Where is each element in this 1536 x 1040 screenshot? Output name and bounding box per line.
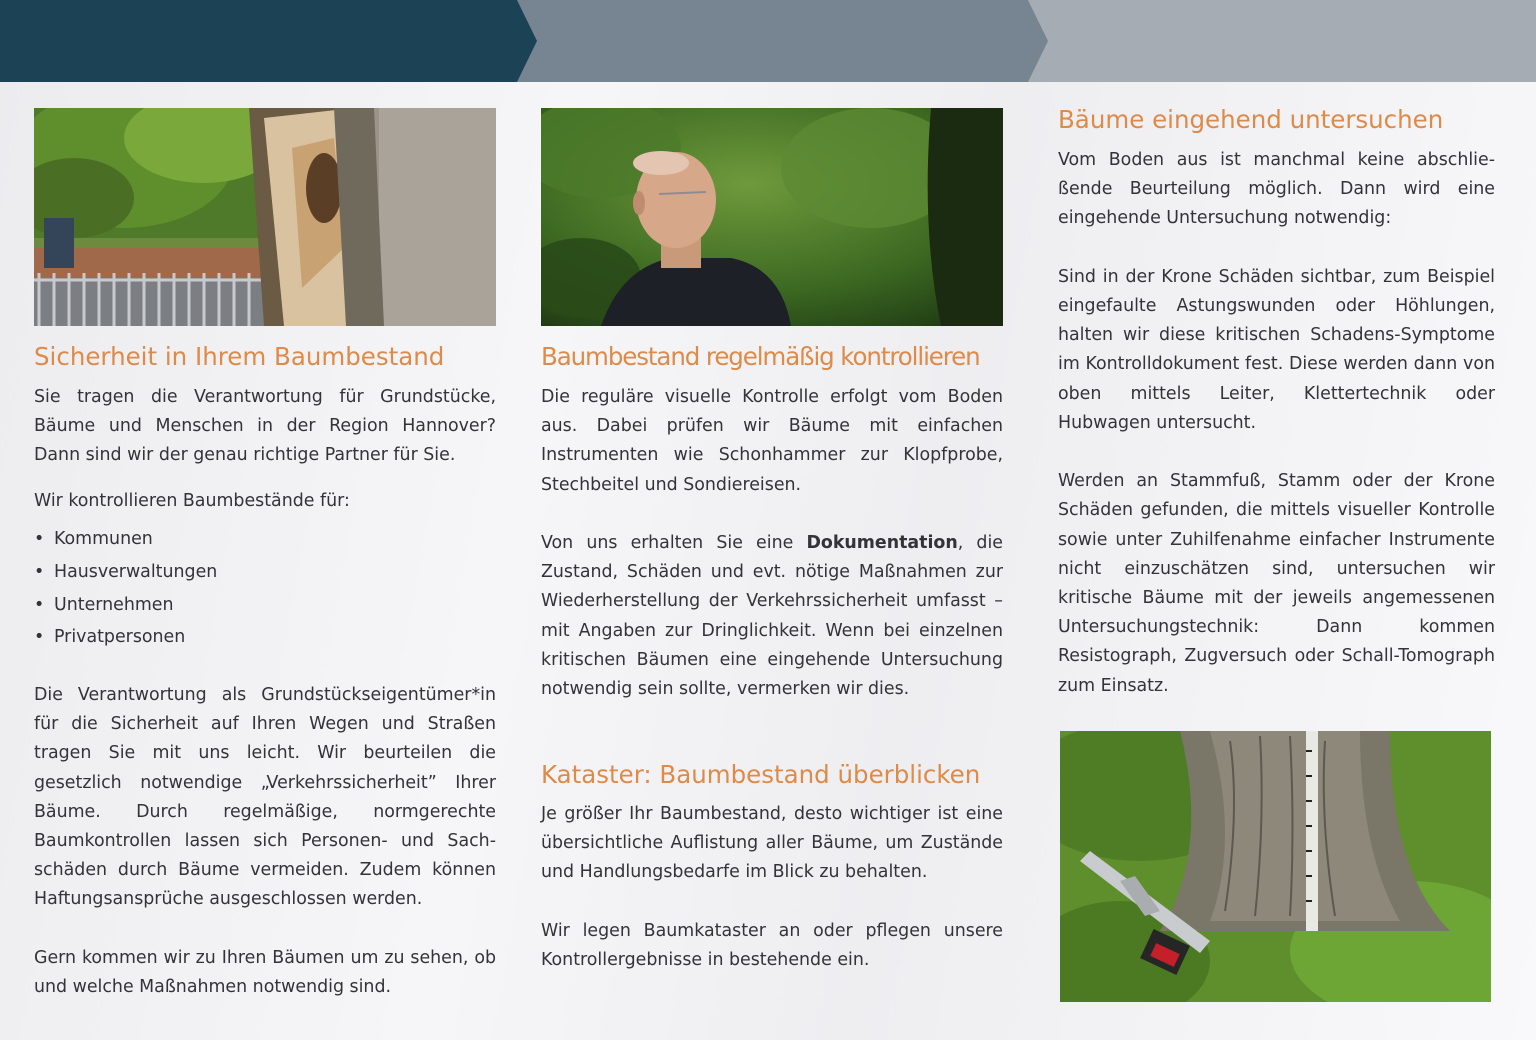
col2-cadastre-body (541, 800, 1003, 975)
header-segment-mid (500, 0, 1048, 82)
responsibility-paragraph: Die Verantwortung als Grundstückseigentümer*in für die Sicherheit auf Ihren Wegen und Straßen tragen Sie mit uns leicht. Wir beurteilen die gesetzlich notwendige „Verkehrssicherheit” Ihrer Bäume. Durch regelmäßige, normgerechte Baumkontrollen lassen sich Personen- und Sachschäden durch Bäume vermeiden. Zudem können Haftungsansprüche ausgeschlossen werden. (34, 685, 496, 910)
arborist-looking-up-photo (541, 108, 1003, 326)
section-heading-control: Baumbestand regelmäßig kontrollieren (541, 342, 980, 371)
cadastre-offer-paragraph: Wir legen Baumkataster an oder pflegen unsere Kontrollergebnisse in bestehende ein. (541, 920, 1003, 970)
visual-control-paragraph: Die reguläre visuelle Kontrolle erfolgt vom Boden aus. Dabei prüfen wir Bäume mit einfachen Instrumenten wie Schonhammer zur Klopfprobe, Stechbeitel und Sondiereisen. (541, 387, 1003, 495)
inspection-intro-paragraph: Vom Boden aus ist manchmal keine abschließende Beurteilung möglich. Dann wird eine eingehende Untersuchung notwendig: (1058, 150, 1495, 229)
visit-paragraph: Gern kommen wir zu Ihren Bäumen um zu sehen, ob und welche Maßnahmen notwendig sind. (34, 947, 496, 998)
col1-text-block (34, 383, 496, 471)
list-item: • Privatpersonen (34, 621, 496, 654)
documentation-bold: Dokumentation (806, 533, 958, 553)
header-segment-dark (0, 0, 537, 82)
list-item: • Kommunen (34, 523, 496, 556)
col3-body (1058, 146, 1495, 701)
col1-intro-paragraph: Sie tragen die Verantwortung für Grundstücke, Bäume und Menschen in der Region Hannover? Dann sind wir der genau richtige Partner für Sie. (34, 387, 496, 466)
tree-base-resistograph-photo (1060, 731, 1491, 1002)
header-chevron-bar (0, 0, 1536, 82)
documentation-paragraph: Von uns erhalten Sie eine Dokumentation, die Zustand, Schäden und evt. nötige Maßnahmen zur Wiederherstellung der Verkehrssicherheit umfasst – mit Angaben zur Dringlichkeit. Wenn bei einzelnen kritischen Bäumen eine eingehende Untersuchung notwendig sein sollte, vermerken wir dies. (541, 533, 1003, 700)
advanced-methods-paragraph: Werden an Stammfuß, Stamm oder der Krone Schäden gefunden, die mittels visueller Kontrolle sowie unter Zuhilfenahme einfacher Instrumente nicht einzuschätzen sind, untersuchen wir kritische Bäume mit der jeweils angemessenen Untersuchungstechnik: Dann kommen Resistograph, Zugversuch oder Schall-Tomograph zum Einsatz. (1058, 471, 1495, 696)
list-item: • Unternehmen (34, 589, 496, 622)
col2-body (541, 383, 1003, 704)
section-heading-inspection: Bäume eingehend untersuchen (1058, 105, 1444, 134)
crown-damage-paragraph: Sind in der Krone Schäden sichtbar, zum Beispiel eingefaulte Astungswunden oder Höhlungen, halten wir diese kritischen Schadens-Symptome im Kontrolldokument fest. Diese werden dann von oben mittels Leiter, Klettertechnik oder Hubwagen untersucht. (1058, 266, 1495, 433)
col1-list-intro: Wir kontrollieren Baumbestände für: (34, 491, 350, 511)
header-segment-light (1010, 0, 1536, 82)
section-heading-safety: Sicherheit in Ihrem Baumbestand (34, 342, 445, 371)
section-heading-cadastre: Kataster: Baumbestand überblicken (541, 760, 981, 789)
damaged-tree-trunk-photo (34, 108, 496, 326)
list-item: • Hausverwaltungen (34, 556, 496, 589)
col1-body (34, 681, 496, 1002)
client-type-list (34, 523, 496, 654)
cadastre-paragraph: Je größer Ihr Baumbestand, desto wichtiger ist eine übersichtliche Auflistung aller Bäume, um Zustände und Handlungsbedarfe im Blick zu behalten. (541, 804, 1003, 883)
